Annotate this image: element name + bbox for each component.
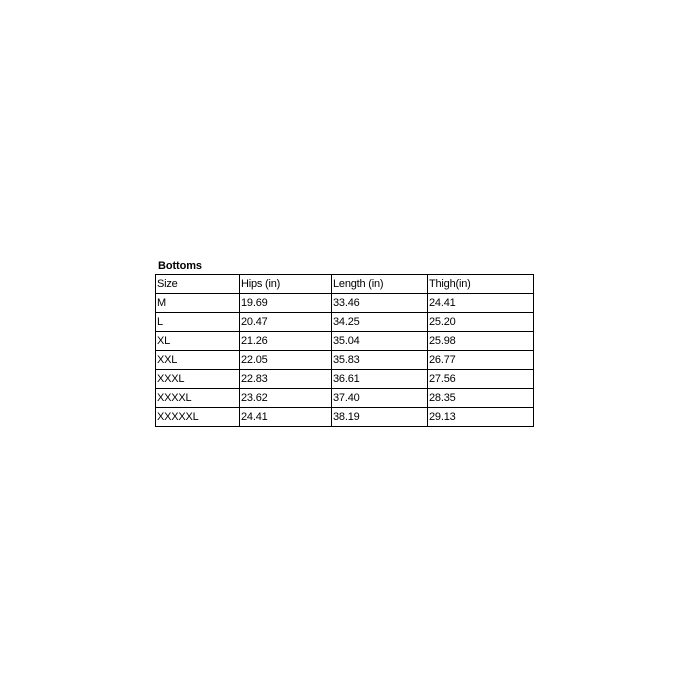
cell-length: 36.61 bbox=[332, 370, 428, 389]
cell-hips: 24.41 bbox=[240, 408, 332, 427]
size-table bbox=[155, 274, 534, 427]
header-row bbox=[156, 275, 534, 294]
cell-thigh: 26.77 bbox=[428, 351, 534, 370]
cell-thigh: 24.41 bbox=[428, 294, 534, 313]
table-row bbox=[156, 389, 534, 408]
cell-length: 37.40 bbox=[332, 389, 428, 408]
cell-hips: 23.62 bbox=[240, 389, 332, 408]
cell-hips: 21.26 bbox=[240, 332, 332, 351]
table-title: Bottoms bbox=[158, 260, 202, 272]
table-row bbox=[156, 370, 534, 389]
cell-hips: 19.69 bbox=[240, 294, 332, 313]
cell-hips: 22.83 bbox=[240, 370, 332, 389]
cell-thigh: 28.35 bbox=[428, 389, 534, 408]
cell-length: 38.19 bbox=[332, 408, 428, 427]
cell-size: XXXL bbox=[156, 370, 240, 389]
cell-length: 33.46 bbox=[332, 294, 428, 313]
table-row bbox=[156, 294, 534, 313]
table-row bbox=[156, 332, 534, 351]
cell-size: XXXXXL bbox=[156, 408, 240, 427]
cell-thigh: 27.56 bbox=[428, 370, 534, 389]
size-chart bbox=[155, 259, 535, 427]
cell-size: XL bbox=[156, 332, 240, 351]
cell-size: L bbox=[156, 313, 240, 332]
cell-size: XXL bbox=[156, 351, 240, 370]
cell-thigh: 25.20 bbox=[428, 313, 534, 332]
cell-thigh: 29.13 bbox=[428, 408, 534, 427]
header-length: Length (in) bbox=[332, 275, 428, 294]
cell-length: 34.25 bbox=[332, 313, 428, 332]
cell-length: 35.83 bbox=[332, 351, 428, 370]
cell-hips: 20.47 bbox=[240, 313, 332, 332]
header-thigh: Thigh(in) bbox=[428, 275, 534, 294]
cell-size: M bbox=[156, 294, 240, 313]
header-size: Size bbox=[156, 275, 240, 294]
header-hips: Hips (in) bbox=[240, 275, 332, 294]
cell-size: XXXXL bbox=[156, 389, 240, 408]
table-row bbox=[156, 351, 534, 370]
cell-length: 35.04 bbox=[332, 332, 428, 351]
cell-hips: 22.05 bbox=[240, 351, 332, 370]
cell-thigh: 25.98 bbox=[428, 332, 534, 351]
table-row bbox=[156, 313, 534, 332]
table-row bbox=[156, 408, 534, 427]
